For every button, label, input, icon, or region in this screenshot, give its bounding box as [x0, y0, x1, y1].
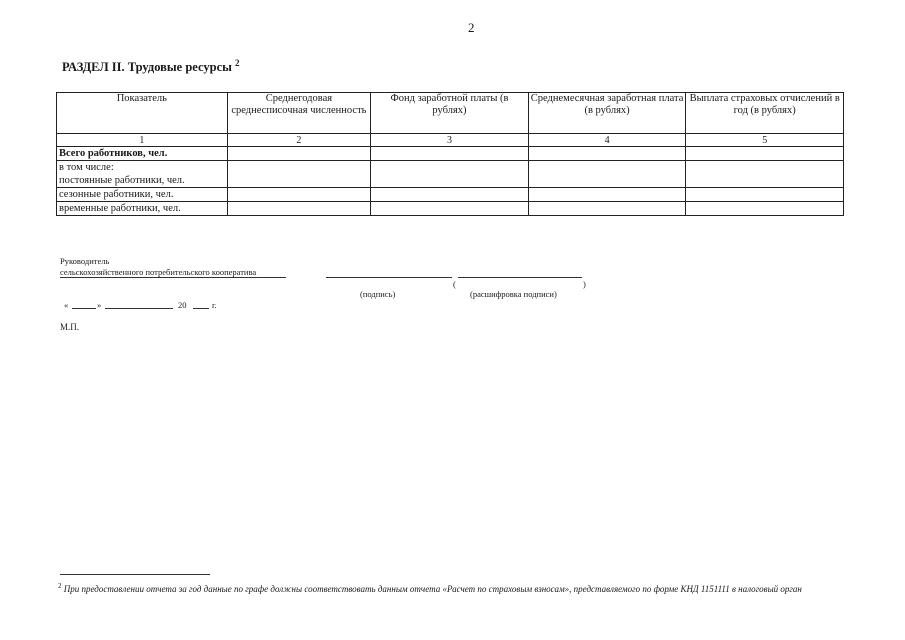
input-cell[interactable] — [686, 147, 844, 161]
input-cell[interactable] — [686, 202, 844, 216]
row-label-temporary: временные работники, чел. — [57, 202, 228, 216]
input-cell[interactable] — [227, 188, 371, 202]
column-number: 3 — [371, 134, 529, 147]
footnote-text: При предоставлении отчета за год данные по графе должны соответствовать данным отчета «Расчет по страховым взносам», представляемого по форме КНД 1151111 в налоговый орган — [63, 584, 802, 594]
paren-close: ) — [583, 279, 586, 289]
row-label-total: Всего работников, чел. — [57, 147, 228, 161]
input-cell[interactable] — [686, 161, 844, 188]
date-day-line[interactable] — [72, 308, 96, 309]
input-cell[interactable] — [528, 161, 686, 188]
input-cell[interactable] — [371, 202, 529, 216]
date-quote-close: » — [97, 300, 102, 310]
row-label-permanent-text: постоянные работники, чел. — [59, 175, 185, 186]
role-underline — [60, 277, 286, 278]
input-cell[interactable] — [371, 188, 529, 202]
input-cell[interactable] — [227, 202, 371, 216]
paren-open: ( — [453, 279, 456, 289]
input-cell[interactable] — [528, 202, 686, 216]
header-insurance-payments: Выплата страховых отчислений в год (в рублях) — [686, 93, 844, 134]
column-number: 4 — [528, 134, 686, 147]
date-year-line[interactable] — [193, 308, 209, 309]
footnote-divider — [60, 574, 210, 575]
footnote-ref: 2 — [235, 57, 240, 68]
section-title-text: РАЗДЕЛ II. Трудовые ресурсы — [62, 60, 232, 74]
caption-name: (расшифровка подписи) — [470, 289, 557, 299]
input-cell[interactable] — [227, 161, 371, 188]
name-line[interactable] — [458, 277, 582, 278]
table-row — [57, 188, 844, 202]
date-year-prefix: 20 — [178, 300, 187, 310]
section-title — [62, 57, 240, 75]
row-label-permanent — [57, 161, 228, 188]
column-number: 2 — [227, 134, 371, 147]
table-row — [57, 147, 844, 161]
stamp-label: М.П. — [60, 322, 80, 332]
input-cell[interactable] — [528, 188, 686, 202]
input-cell[interactable] — [371, 161, 529, 188]
footnote — [58, 580, 858, 595]
column-number-row — [57, 134, 844, 147]
table-row — [57, 161, 844, 188]
input-cell[interactable] — [227, 147, 371, 161]
signer-role-line1: Руководитель — [60, 256, 110, 266]
page-number: 2 — [468, 20, 475, 35]
signature-line[interactable] — [326, 277, 452, 278]
header-avg-headcount: Среднегодовая среднесписочная численность — [227, 93, 371, 134]
column-number: 1 — [57, 134, 228, 147]
caption-signature: (подпись) — [360, 289, 396, 299]
input-cell[interactable] — [528, 147, 686, 161]
column-number: 5 — [686, 134, 844, 147]
row-label-seasonal: сезонные работники, чел. — [57, 188, 228, 202]
row-label-including: в том числе: — [59, 162, 114, 173]
date-year-suffix: г. — [212, 300, 217, 310]
signer-role-line2: сельскохозяйственного потребительского кооператива — [60, 267, 257, 277]
header-avg-monthly-wage: Среднемесячная заработная плата (в рублях) — [528, 93, 686, 134]
input-cell[interactable] — [371, 147, 529, 161]
header-payroll-fund: Фонд заработной платы (в рублях) — [371, 93, 529, 134]
date-quote-open: « — [64, 300, 69, 310]
header-indicator: Показатель — [57, 93, 228, 134]
footnote-marker: 2 — [58, 582, 62, 590]
table-header-row — [57, 93, 844, 134]
input-cell[interactable] — [686, 188, 844, 202]
labor-resources-table — [56, 92, 844, 216]
signature-block — [60, 256, 620, 278]
table-row — [57, 202, 844, 216]
date-month-line[interactable] — [105, 308, 173, 309]
